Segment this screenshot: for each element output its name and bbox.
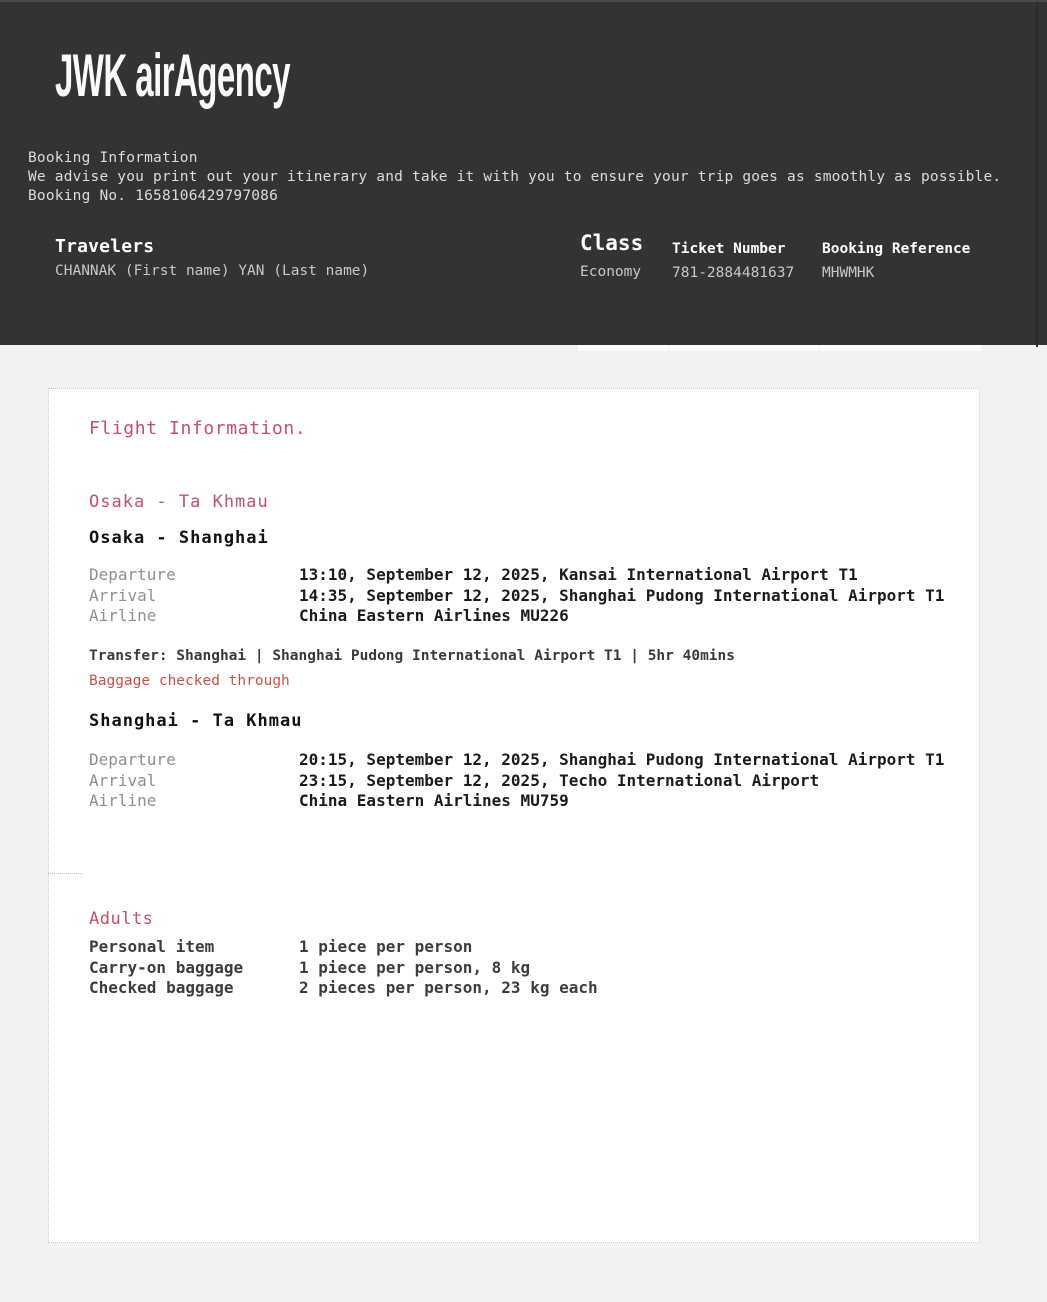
ticket-number-label: Ticket Number [672,241,786,257]
booking-info-advice: We advise you print out your itinerary and take it with you to ensure your trip goes as smoothly as possible. [28,169,1002,185]
allowance-row-personal-item [89,937,598,958]
class-column [580,231,643,280]
travelers-column [55,236,369,279]
booking-info-number: Booking No. 1658106429797086 [28,188,279,204]
travelers-label: Travelers [55,236,155,257]
ticket-number-value: 781-2884481637 [672,265,795,281]
allowance-row-checked [89,978,598,999]
detail-value: 14:35, September 12, 2025, Shanghai Pudong International Airport T1 [299,585,945,605]
booking-reference-column [822,241,970,281]
detail-row-departure [89,750,944,771]
table-cell-stub-ticket [670,345,818,351]
allowance-label: Carry-on baggage [89,957,244,977]
detail-row-departure [89,565,944,586]
segment-title-osaka-shanghai: Osaka - Shanghai [89,528,269,548]
detail-row-airline [89,606,944,627]
detail-label: Airline [89,606,157,625]
header [0,0,1047,345]
detail-value: China Eastern Airlines MU226 [299,606,569,625]
class-value: Economy [580,264,642,280]
detail-label: Departure [89,565,176,584]
allowance-value: 1 piece per person [299,937,473,956]
booking-information [28,149,1001,206]
table-cell-stub-class [578,345,668,351]
detail-label: Airline [89,791,157,810]
segment-1-details [89,565,944,627]
detail-row-airline [89,791,944,812]
detail-label: Arrival [89,585,157,605]
detail-label: Arrival [89,770,157,790]
booking-reference-label: Booking Reference [822,241,971,257]
allowance-label: Personal item [89,937,215,956]
baggage-checked-note: Baggage checked through [89,673,290,689]
allowance-value: 2 pieces per person, 23 kg each [299,978,598,997]
booking-reference-value: MHWMHK [822,265,875,281]
flight-information-title: Flight Information. [89,418,307,439]
allowance-row-carry-on [89,958,598,979]
detail-value: China Eastern Airlines MU759 [299,791,569,810]
allowance-value: 1 piece per person, 8 kg [299,957,531,977]
ticket-number-column [672,241,794,281]
detail-value: 13:10, September 12, 2025, Kansai International Airport T1 [299,565,858,584]
baggage-allowance-details [89,937,598,999]
table-cell-stub-reference [820,345,981,351]
section-divider-fragment [48,873,83,874]
booking-info-title: Booking Information [28,150,198,166]
brand-title: JWK airAgency [55,42,290,109]
segment-2-details [89,750,944,812]
allowance-label: Checked baggage [89,978,234,997]
adults-title: Adults [89,909,154,929]
route-title: Osaka - Ta Khmau [89,492,269,512]
transfer-note: Transfer: Shanghai | Shanghai Pudong International Airport T1 | 5hr 40mins [89,648,736,664]
header-edge-line [1036,2,1038,347]
class-label: Class [580,231,644,255]
detail-value: 23:15, September 12, 2025, Techo International Airport [299,770,820,790]
detail-row-arrival [89,771,944,792]
detail-label: Departure [89,750,176,769]
itinerary-card [48,388,980,1243]
segment-title-shanghai-takhmau: Shanghai - Ta Khmau [89,711,303,731]
travelers-value: CHANNAK (First name) YAN (Last name) [55,263,370,279]
detail-row-arrival [89,586,944,607]
detail-value: 20:15, September 12, 2025, Shanghai Pudong International Airport T1 [299,750,945,769]
